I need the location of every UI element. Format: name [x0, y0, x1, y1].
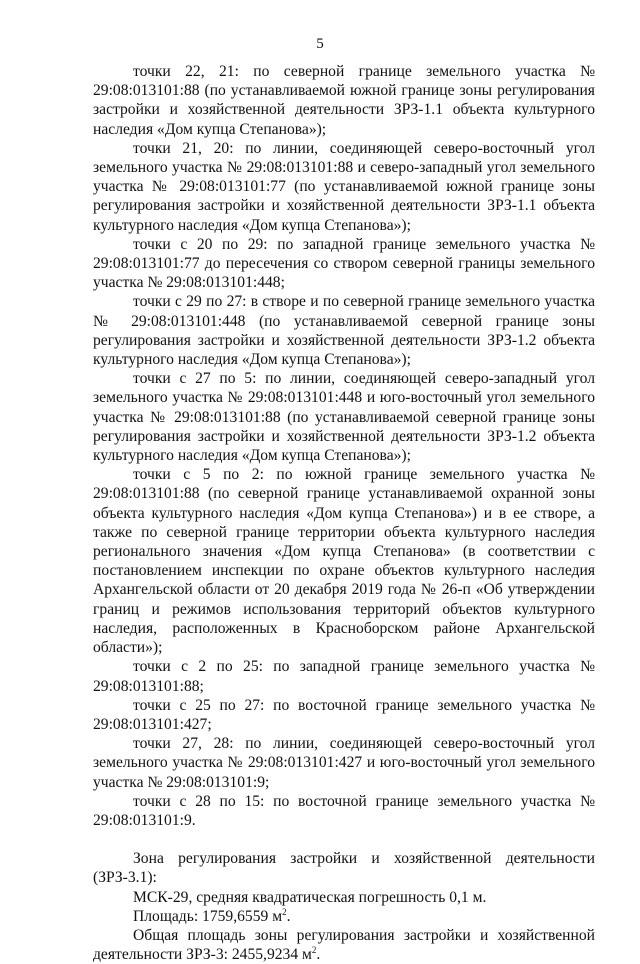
page-number: 5 — [316, 36, 324, 52]
boundary-paragraph-25-27: точки с 25 по 27: по восточной границе земельного участка № 29:08:013101:427; — [93, 696, 595, 733]
zone-total-area-end: . — [316, 946, 321, 964]
boundary-paragraph-27-5: точки с 27 по 5: по линии, соединяющей северо-западный угол земельного участка № 29:08:013101:448 и юго-восточный угол земельного участка № 29:08:013101:88 (по устанавливаемой северной границе зоны регулирования застройки и хозяйственной деятельности ЗРЗ-1.2 объекта культурного наследия «Дом купца Степанова»); — [93, 370, 595, 465]
boundary-paragraph-20-29: точки с 20 по 29: по западной границе земельного участка № 29:08:013101:77 до пересечения со створом северной границы земельного участка № 29:08:013101:448; — [93, 235, 595, 292]
boundary-paragraph-28-15: точки с 28 по 15: по восточной границе земельного участка № 29:08:013101:9. — [93, 792, 595, 829]
document-body — [93, 62, 595, 964]
zone-area-text: Площадь: 1759,6559 м — [133, 907, 283, 925]
zone-area-end: . — [286, 907, 291, 925]
zone-area — [93, 907, 595, 926]
zone-total-area-text: Общая площадь зоны регулирования застройки и хозяйственной деятельности ЗРЗ-3: 2455,9234 м — [93, 926, 595, 964]
boundary-paragraph-22-21: точки 22, 21: по северной границе земельного участка № 29:08:013101:88 (по устанавливаемой южной границе зоны регулирования застройки и хозяйственной деятельности ЗРЗ-1.1 объекта культурного наследия «Дом купца Степанова»); — [93, 63, 595, 138]
zone-area-unit-exponent: 2 — [282, 906, 287, 917]
boundary-paragraph-5-2: точки с 5 по 2: по южной границе земельного участка № 29:08:013101:88 (по северной границе устанавливаемой охранной зоны объекта культурного наследия «Дом купца Степанова») и в ее створе, а также по северной границе территории объекта культурного наследия регионального значения «Дом купца Степанова» (в соответствии с постановлением инспекции по охране объектов культурного наследия Архангельской области от 20 декабря 2019 года № 26-п «Об утверждении границ и режимов использования территорий объектов культурного наследия, расположенных в Красноборском районе Архангельской области»); — [93, 466, 595, 657]
zone-title: Зона регулирования застройки и хозяйственной деятельности (ЗРЗ-3.1): — [93, 850, 595, 887]
boundary-paragraph-2-25: точки с 2 по 25: по западной границе земельного участка № 29:08:013101:88; — [93, 658, 595, 695]
boundary-paragraph-29-27: точки с 29 по 27: в створе и по северной границе земельного участка № 29:08:013101:448 (по устанавливаемой северной границе зоны регулирования застройки и хозяйственной деятельности ЗРЗ-1.2 объекта культурного наследия «Дом купца Степанова»); — [93, 293, 595, 369]
zone-total-area — [93, 926, 595, 964]
boundary-paragraph-21-20: точки 21, 20: по линии, соединяющей северо-восточный угол земельного участка № 29:08:013101:88 и северо-западный угол земельного участка № 29:08:013101:77 (по устанавливаемой южной границе зоны регулирования застройки и хозяйственной деятельности ЗРЗ-1.1 объекта культурного наследия «Дом купца Степанова»); — [93, 139, 595, 234]
boundary-paragraph-27-28: точки 27, 28: по линии, соединяющей северо-восточный угол земельного участка № 29:08:013101:427 и юго-восточный угол земельного участка № 29:08:013101:9; — [93, 735, 595, 791]
zone-coordinate-system: МСК-29, средняя квадратическая погрешность 0,1 м. — [133, 888, 487, 906]
zone-total-area-unit-exponent: 2 — [311, 945, 317, 956]
